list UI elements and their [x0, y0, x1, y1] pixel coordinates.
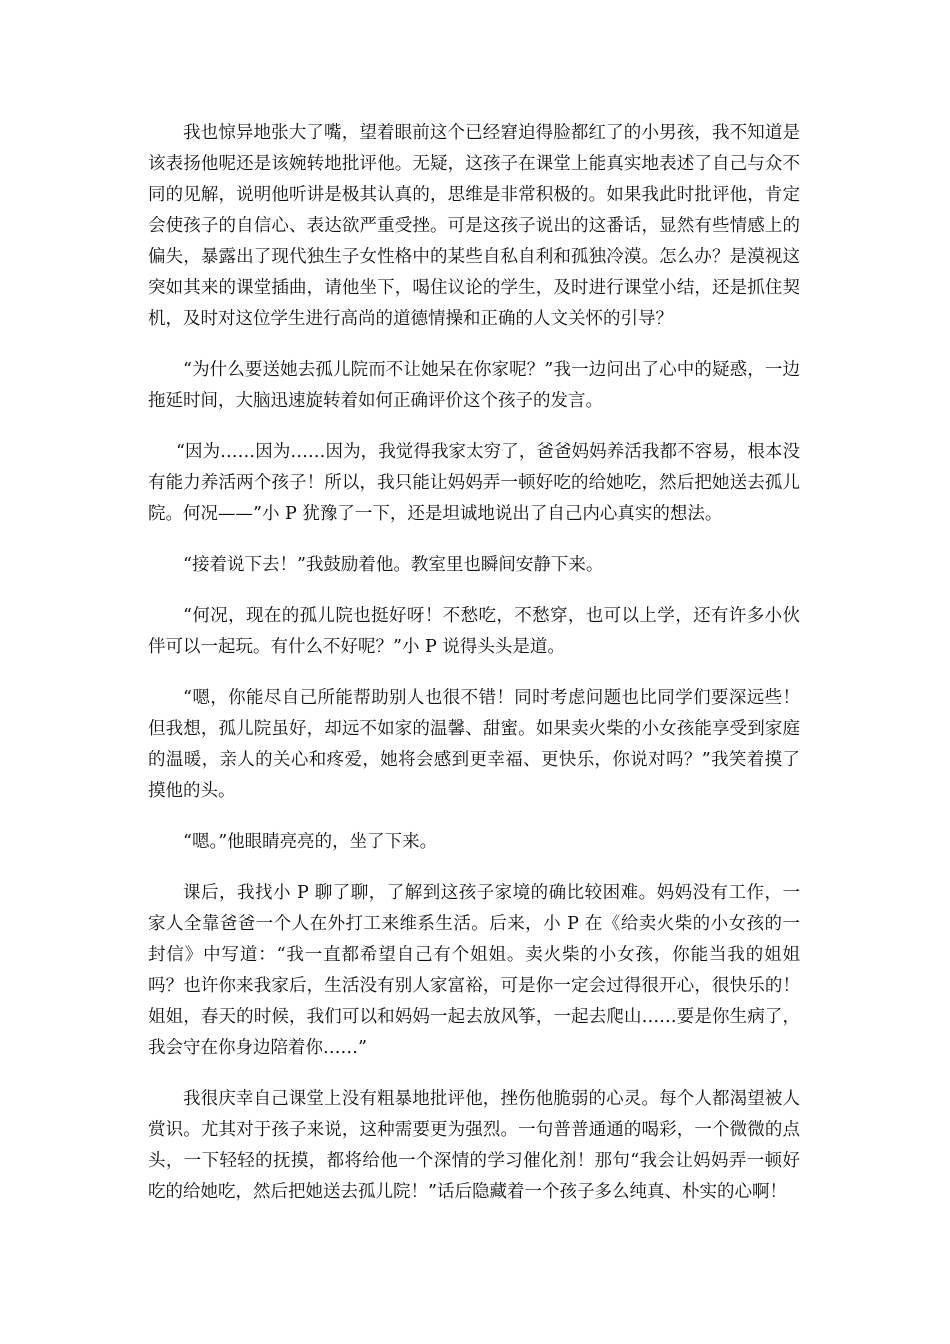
paragraph-9: 我很庆幸自己课堂上没有粗暴地批评他，挫伤他脆弱的心灵。每个人都渴望被人赏识。尤其对于孩子来说，这种需要更为强烈。一句普普通通的喝彩，一个微微的点头，一下轻轻的抚摸，都将给他一个深情的学习催化剂！那句“我会让妈妈弄一顿好吃的给她吃，然后把她送去孤儿院！”话后隐藏着一个孩子多么纯真、朴实的心啊！ [148, 1089, 800, 1202]
paragraph-4: “接着说下去！”我鼓励着他。教室里也瞬间安静下来。 [183, 555, 604, 575]
paragraph-5: “何况，现在的孤儿院也挺好呀！不愁吃，不愁穿，也可以上学，还有许多小伙伴可以一起玩。有什么不好呢？”小 P 说得头头是道。 [148, 606, 800, 657]
document-body [148, 118, 800, 1228]
paragraph-1: 我也惊异地张大了嘴，望着眼前这个已经窘迫得脸都红了的小男孩，我不知道是该表扬他呢还是该婉转地批评他。无疑，这孩子在课堂上能真实地表述了自己与众不同的见解，说明他听讲是极其认真的，思维是非常积极的。如果我此时批评他，肯定会使孩子的自信心、表达欲严重受挫。可是这孩子说出的这番话，显然有些情感上的偏失，暴露出了现代独生子女性格中的某些自私自利和孤独冷漠。怎么办？是漠视这突如其来的课堂插曲，请他坐下，喝住议论的学生，及时进行课堂小结，还是抓住契机，及时对这位学生进行高尚的道德情操和正确的人文关怀的引导？ [148, 123, 800, 329]
paragraph-8: 课后，我找小 P 聊了聊，了解到这孩子家境的确比较困难。妈妈没有工作，一家人全靠爸爸一个人在外打工来维系生活。后来，小 P 在《给卖火柴的小女孩的一封信》中写道：“我一直都希望自己有个姐姐。卖火柴的小女孩，你能当我的姐姐吗？也许你来我家后，生活没有别人家富裕，可是你一定会过得很开心，很快乐的！姐姐，春天的时候，我们可以和妈妈一起去放风筝，一起去爬山……要是你生病了，我会守在你身边陪着你……” [148, 883, 800, 1058]
paragraph-3: “因为……因为……因为，我觉得我家太穷了，爸爸妈妈养活我都不容易，根本没有能力养活两个孩子！所以，我只能让妈妈弄一顿好吃的给她吃，然后把她送去孤儿院。何况——”小 P 犹豫了一下，还是坦诚地说出了自己内心真实的想法。 [148, 442, 800, 524]
paragraph-7: “嗯。”他眼睛亮亮的，坐了下来。 [183, 832, 438, 852]
paragraph-2: “为什么要送她去孤儿院而不让她呆在你家呢？”我一边问出了心中的疑惑，一边拖延时间，大脑迅速旋转着如何正确评价这个孩子的发言。 [148, 360, 800, 411]
paragraph-6: “嗯，你能尽自己所能帮助别人也很不错！同时考虑问题也比同学们要深远些！但我想，孤儿院虽好，却远不如家的温馨、甜蜜。如果卖火柴的小女孩能享受到家庭的温暖，亲人的关心和疼爱，她将会感到更幸福、更快乐，你说对吗？”我笑着摸了摸他的头。 [148, 688, 800, 801]
